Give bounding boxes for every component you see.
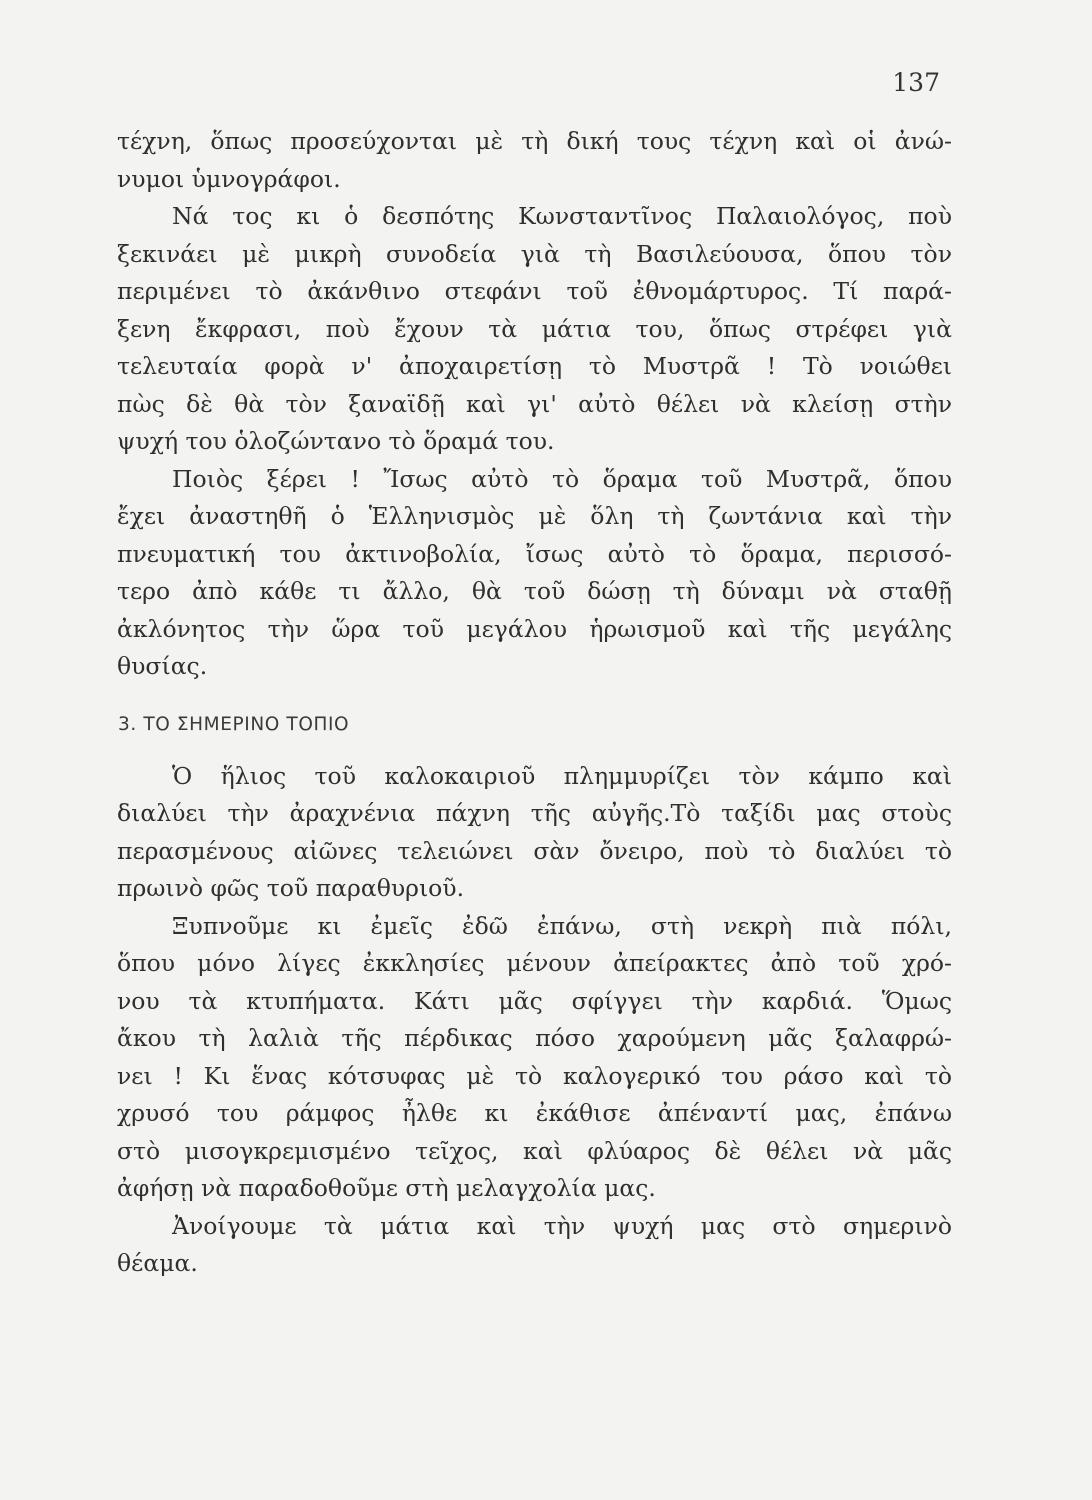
text-line: ἀκλόνητος τὴν ὥρα τοῦ μεγάλου ἡρωισμοῦ καὶ τῆς μεγάλης (117, 614, 952, 643)
section-heading-block (117, 686, 952, 758)
text-line: πρωινὸ φῶς τοῦ παραθυριοῦ. (117, 874, 465, 902)
text-line: χρυσό του ράμφος ἦλθε κι ἐκάθισε ἀπέναντί μας, ἐπάνω (117, 1099, 952, 1127)
text-line: Ξυπνοῦμε κι ἐμεῖς ἐδῶ ἐπάνω, στὴ νεκρὴ πιὰ πόλι, (172, 911, 952, 940)
text-line: διαλύει τὴν ἀραχνένια πάχνη τῆς αὐγῆς.Τὸ ταξίδι μας στοὺς (117, 799, 952, 827)
text-line: τελευταία φορὰ ν' ἀποχαιρετίσῃ τὸ Μυστρᾶ ! Τὸ νοιώθει (117, 352, 952, 380)
text-line: ὅπου μόνο λίγες ἐκκλησίες μένουν ἀπείρακτες ἀπὸ τοῦ χρό- (117, 949, 952, 977)
text-line: ξενη ἔκφρασι, ποὺ ἔχουν τὰ μάτια του, ὅπως στρέφει γιὰ (117, 314, 952, 343)
text-line: Ποιὸς ξέρει ! Ἴσως αὐτὸ τὸ ὅραμα τοῦ Μυστρᾶ, ὅπου (172, 464, 952, 493)
text-line: ἀφήσῃ νὰ παραδοθοῦμε στὴ μελαγχολία μας. (117, 1174, 656, 1202)
text-line: περασμένους αἰῶνες τελειώνει σὰν ὄνειρο, ποὺ τὸ διαλύει τὸ (117, 836, 952, 865)
text-line: πὼς δὲ θὰ τὸν ξαναϊδῇ καὶ γι' αὐτὸ θέλει νὰ κλείσῃ στὴν (117, 389, 952, 418)
text-line: Ὁ ἥλιος τοῦ καλοκαιριοῦ πλημμυρίζει τὸν κάμπο καὶ (172, 761, 952, 790)
text-line: στὸ μισογκρεμισμένο τεῖχος, καὶ φλύαρος δὲ θέλει νὰ μᾶς (117, 1136, 952, 1165)
text-line: τέχνη, ὅπως προσεύχονται μὲ τὴ δική τους τέχνη καὶ οἱ ἀνώ- (117, 127, 952, 155)
text-line: νου τὰ κτυπήματα. Κάτι μᾶς σφίγγει τὴν καρδιά. Ὅμως (117, 986, 952, 1015)
text-line: ἔχει ἀναστηθῆ ὁ Ἑλληνισμὸς μὲ ὅλη τὴ ζωντάνια καὶ τὴν (117, 502, 952, 530)
text-line: Ἀνοίγουμε τὰ μάτια καὶ τὴν ψυχή μας στὸ σημερινὸ (172, 1211, 952, 1240)
text-line: θυσίας. (117, 652, 208, 680)
text-line: ψυχή του ὁλοζώντανο τὸ ὅραμά του. (117, 427, 555, 455)
page-number: 137 (892, 68, 940, 97)
page-body (117, 123, 952, 1283)
text-line: τερο ἀπὸ κάθε τι ἄλλο, θὰ τοῦ δώσῃ τὴ δύναμι νὰ σταθῇ (117, 577, 952, 605)
section-heading: 3. ΤΟ ΣΗΜΕΡΙΝΟ ΤΟΠΙΟ (118, 713, 350, 735)
text-line: πνευματική του ἀκτινοβολία, ἴσως αὐτὸ τὸ ὅραμα, περισσό- (117, 539, 952, 568)
text-line: ξεκινάει μὲ μικρὴ συνοδεία γιὰ τὴ Βασιλεύουσα, ὅπου τὸν (117, 239, 952, 268)
text-line: νει ! Κι ἕνας κότσυφας μὲ τὸ καλογερικό του ράσο καὶ τὸ (117, 1061, 952, 1090)
text-line: Νά τος κι ὁ δεσπότης Κωνσταντῖνος Παλαιολόγος, ποὺ (172, 202, 952, 230)
text-line: θέαμα. (117, 1249, 198, 1277)
text-line: περιμένει τὸ ἀκάνθινο στεφάνι τοῦ ἐθνομάρτυρος. Τί παρά- (117, 277, 952, 305)
text-line: νυμοι ὑμνογράφοι. (117, 164, 341, 193)
text-line: ἄκου τὴ λαλιὰ τῆς πέρδικας πόσο χαρούμενη μᾶς ξαλαφρώ- (117, 1024, 952, 1052)
